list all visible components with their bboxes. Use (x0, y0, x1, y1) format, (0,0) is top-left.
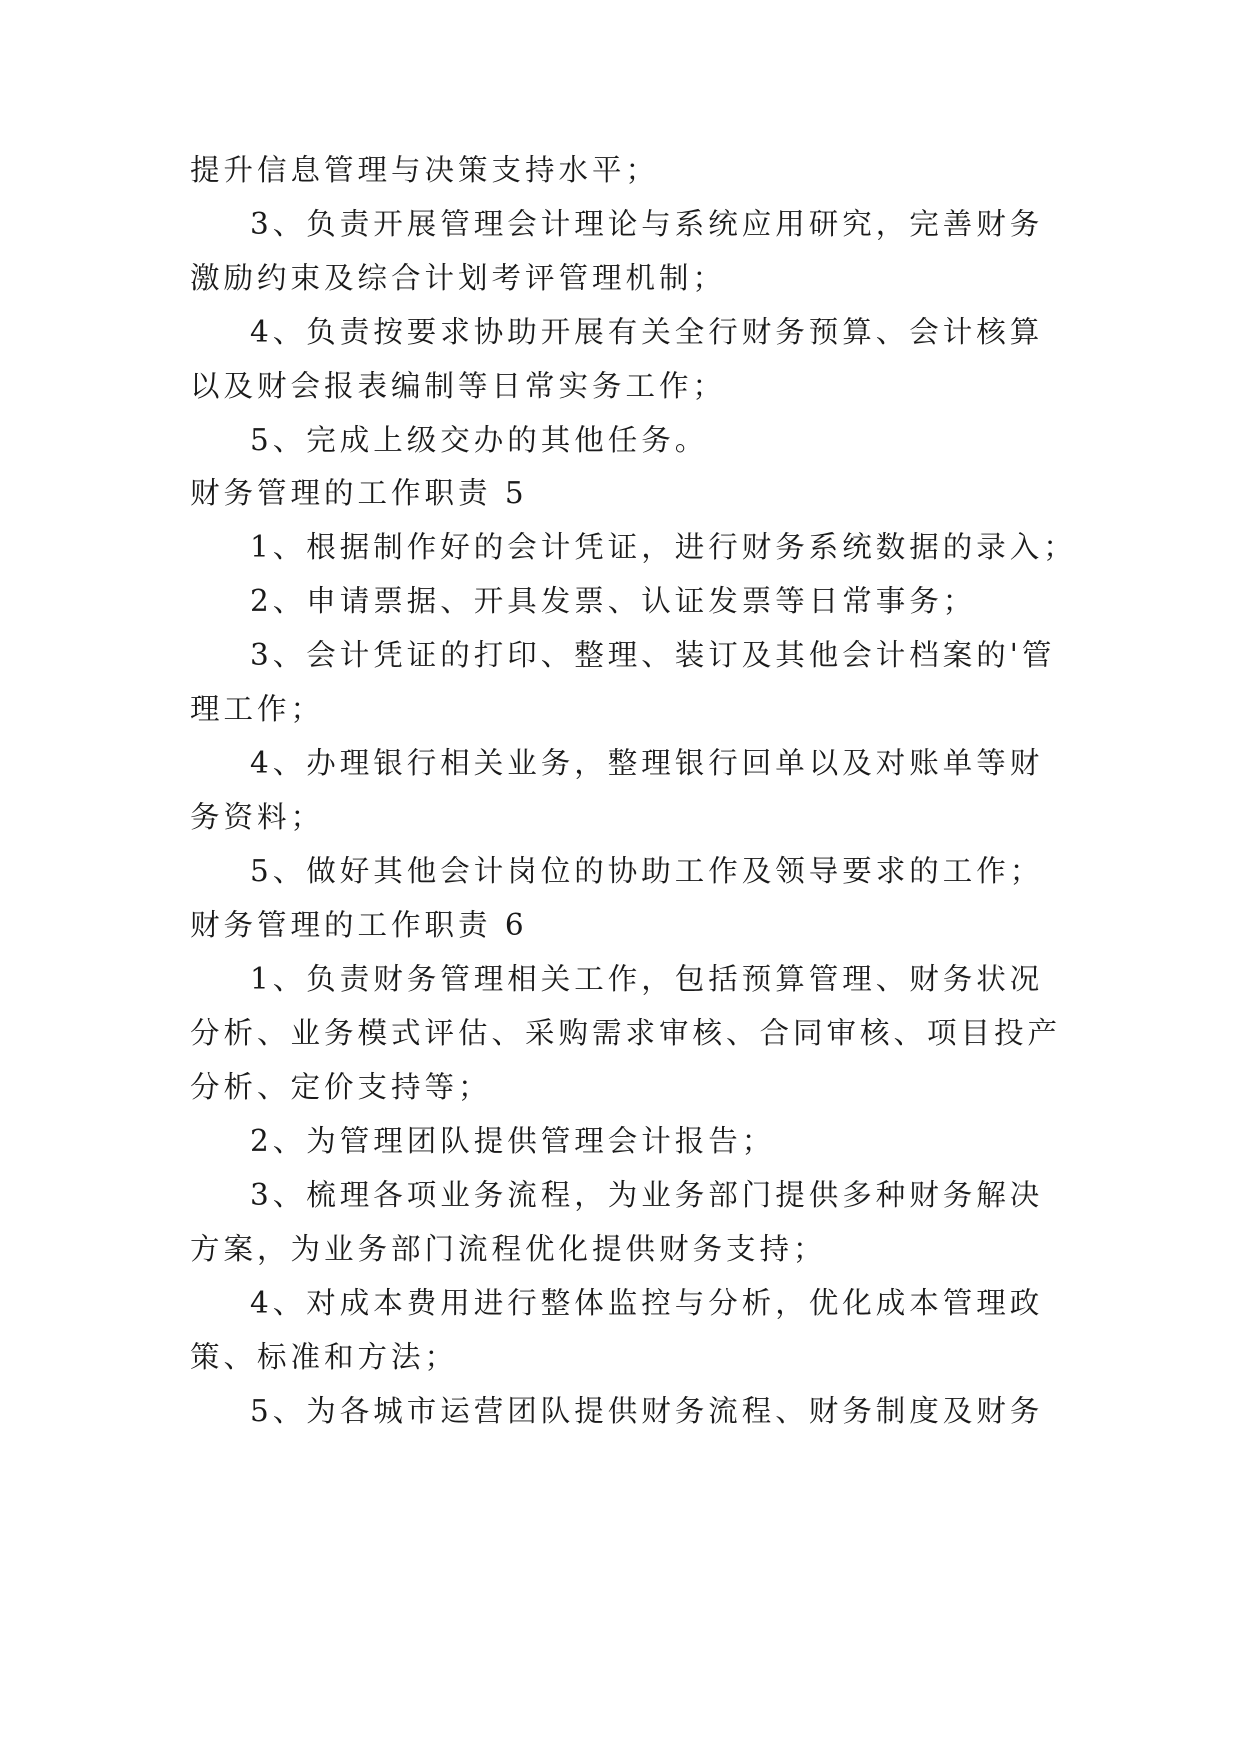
list-item: 1、负责财务管理相关工作，包括预算管理、财务状况 (250, 962, 1044, 996)
list-item: 4、负责按要求协助开展有关全行财务预算、会计核算 (250, 315, 1044, 349)
list-item: 2、为管理团队提供管理会计报告； (250, 1124, 776, 1158)
body-line: 分析、业务模式评估、采购需求审核、合同审核、项目投产 (190, 1016, 1062, 1050)
list-item: 3、梳理各项业务流程，为业务部门提供多种财务解决 (250, 1178, 1044, 1212)
body-line: 提升信息管理与决策支持水平； (190, 153, 660, 187)
body-line: 分析、定价支持等； (190, 1070, 492, 1104)
body-line: 激励约束及综合计划考评管理机制； (190, 261, 727, 295)
list-item: 5、为各城市运营团队提供财务流程、财务制度及财务 (250, 1394, 1044, 1428)
body-line: 务资料； (190, 800, 325, 834)
list-item: 4、办理银行相关业务，整理银行回单以及对账单等财 (250, 746, 1044, 780)
list-item: 2、申请票据、开具发票、认证发票等日常事务； (250, 584, 977, 618)
list-item: 5、完成上级交办的其他任务。 (250, 423, 709, 457)
list-item: 1、根据制作好的会计凭证，进行财务系统数据的录入； (250, 530, 1077, 564)
body-line: 策、标准和方法； (190, 1340, 459, 1374)
list-item: 3、负责开展管理会计理论与系统应用研究，完善财务 (250, 207, 1044, 241)
section-heading: 财务管理的工作职责 5 (190, 476, 528, 510)
section-heading: 财务管理的工作职责 6 (190, 908, 528, 942)
body-line: 方案，为业务部门流程优化提供财务支持； (190, 1232, 827, 1266)
list-item: 5、做好其他会计岗位的协助工作及领导要求的工作； (250, 854, 1044, 888)
list-item: 3、会计凭证的打印、整理、装订及其他会计档案的'管 (250, 638, 1056, 672)
list-item: 4、对成本费用进行整体监控与分析，优化成本管理政 (250, 1286, 1044, 1320)
body-line: 以及财会报表编制等日常实务工作； (190, 369, 727, 403)
body-line: 理工作； (190, 692, 325, 726)
